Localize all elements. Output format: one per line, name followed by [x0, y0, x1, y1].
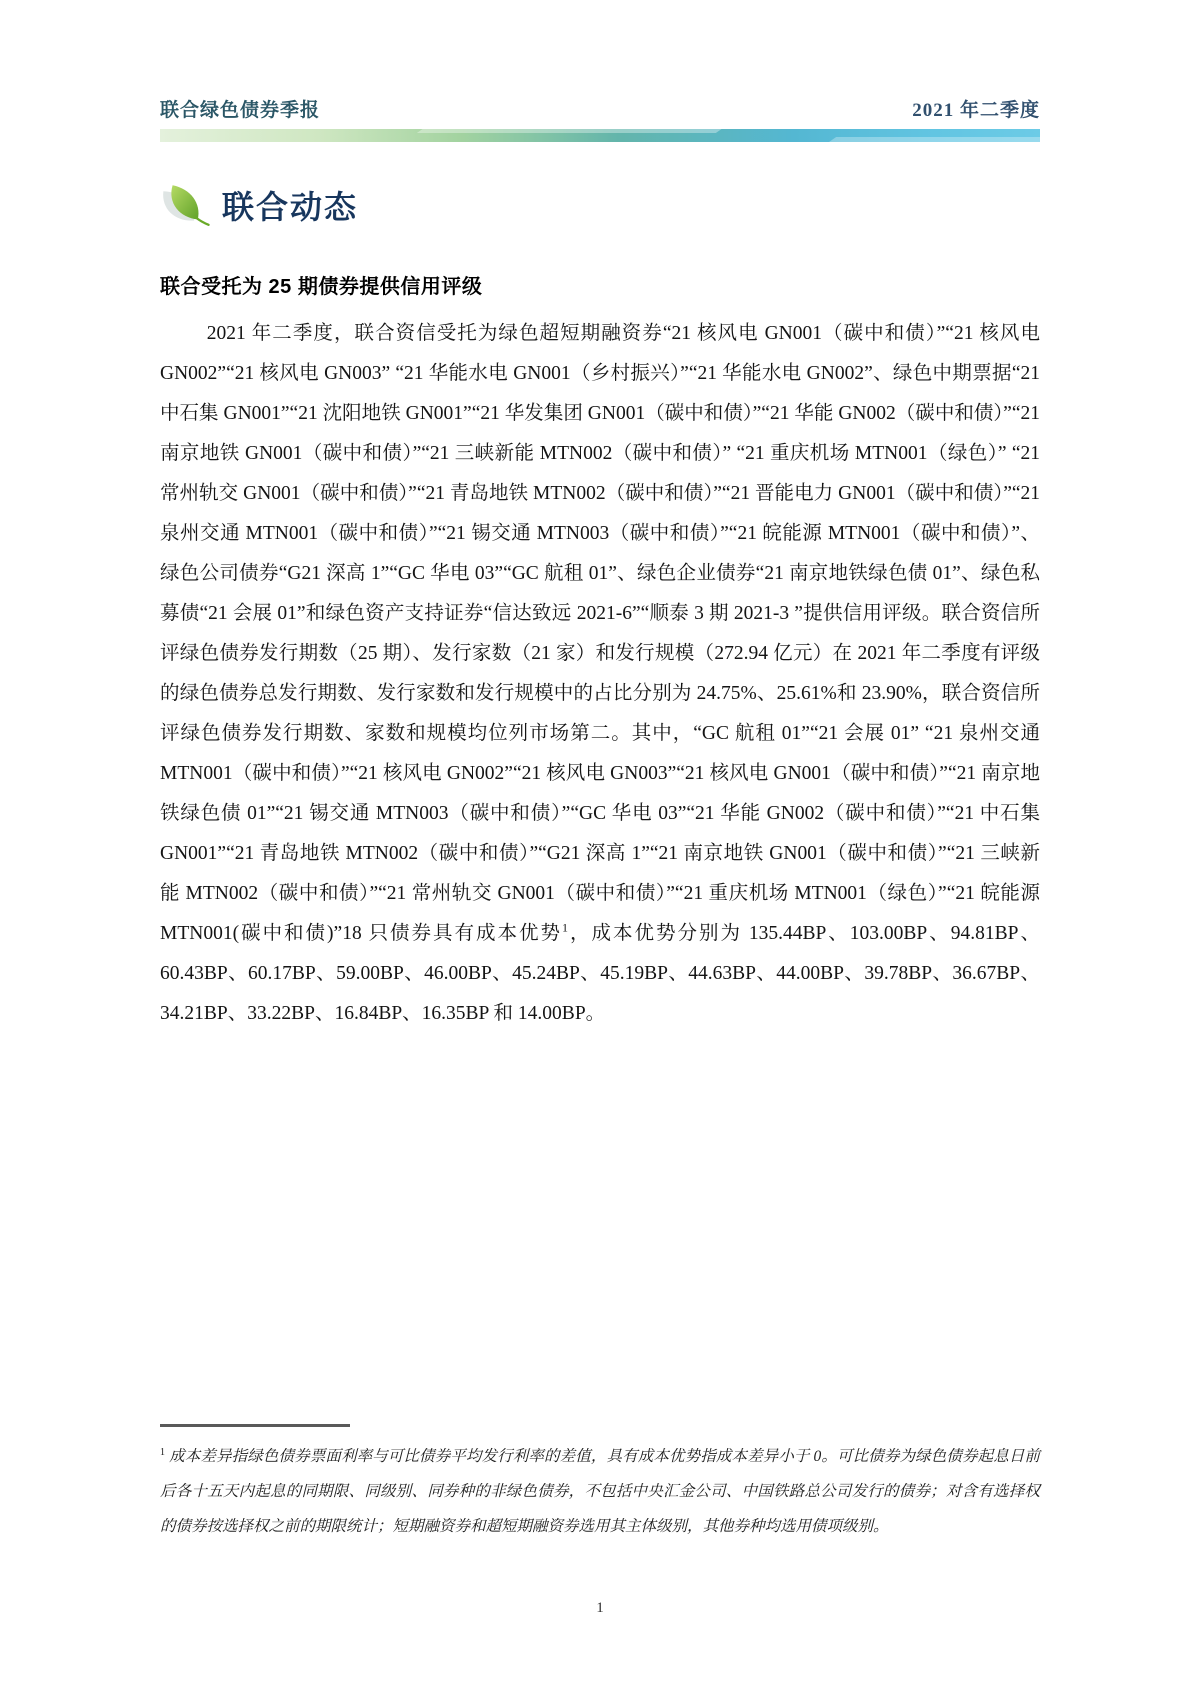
- header-gradient-divider: [160, 129, 1040, 142]
- leaf-icon: [160, 178, 214, 232]
- paragraph-text: ，成本优势分别为 135.44BP、103.00BP、94.81BP、60.43BP、60.17BP、59.00BP、46.00BP、45.24BP、45.19BP、44.63BP、44.00BP、39.78BP、36.67BP、34.21BP、33.22BP、16.84BP、16.35BP 和 14.00BP。: [160, 923, 1040, 1024]
- footnote-block: [160, 1424, 1040, 1544]
- paragraph-text: 2021 年二季度，联合资信受托为绿色超短期融资券“21 核风电 GN001（碳中和债）”“21 核风电 GN002”“21 核风电 GN003” “21 华能水电 GN001（乡村振兴）”“21 华能水电 GN002”、绿色中期票据“21 中石集 GN001”“21 沈阳地铁 GN001”“21 华发集团 GN001（碳中和债）”“21 华能 GN002（碳中和债）”“21 南京地铁 GN001（碳中和债）”“21 三峡新能 MTN002（碳中和债）” “21 重庆机场 MTN001（绿色）” “21 常州轨交 GN001（碳中和债）”“21 青岛地铁 MTN002（碳中和债）”“21 晋能电力 GN001（碳中和债）”“21 泉州交通 MTN001（碳中和债）”“21 锡交通 MTN003（碳中和债）”“21 皖能源 MTN001（碳中和债）”、绿色公司债券“G21 深高 1”“GC 华电 03”“GC 航租 01”、绿色企业债券“21 南京地铁绿色债 01”、绿色私募债“21 会展 01”和绿色资产支持证券“信达致远 2021-6”“顺泰 3 期 2021-3 ”提供信用评级。联合资信所评绿色债券发行期数（25 期）、发行家数（21 家）和发行规模（272.94 亿元）在 2021 年二季度有评级的绿色债券总发行期数、发行家数和发行规模中的占比分别为 24.75%、25.61%和 23.90%，联合资信所评绿色债券发行期数、家数和规模均位列市场第二。其中，“GC 航租 01”“21 会展 01” “21 泉州交通 MTN001（碳中和债）”“21 核风电 GN002”“21 核风电 GN003”“21 核风电 GN001（碳中和债）”“21 南京地铁绿色债 01”“21 锡交通 MTN003（碳中和债）”“GC 华电 03”“21 华能 GN002（碳中和债）”“21 中石集 GN001”“21 青岛地铁 MTN002（碳中和债）”“G21 深高 1”“21 南京地铁 GN001（碳中和债）”“21 三峡新能 MTN002（碳中和债）”“21 常州轨交 GN001（碳中和债）”“21 重庆机场 MTN001（绿色）”“21 皖能源 MTN001(碳中和债)”18 只债券具有成本优势: [160, 323, 1040, 944]
- footnote-reference: 1: [562, 920, 569, 935]
- article-heading: 联合受托为 25 期债券提供信用评级: [160, 276, 483, 298]
- divider-swoosh: [417, 129, 730, 133]
- header-quarter-label: 2021 年二季度: [912, 100, 1040, 121]
- footnote-text: [160, 1439, 1040, 1544]
- header-report-title: 联合绿色债券季报: [160, 100, 321, 121]
- divider-swoosh: [822, 137, 1040, 142]
- section-title: 联合动态: [222, 189, 359, 225]
- page-header: [160, 0, 1040, 122]
- section-header: [160, 178, 1040, 232]
- footnote-marker: 1: [160, 1446, 165, 1458]
- footnote-body: 成本差异指绿色债券票面利率与可比债券平均发行利率的差值，具有成本优势指成本差异小于 0。可比债券为绿色债券起息日前后各十五天内起息的同期限、同级别、同券种的非绿色债券，不包括中央汇金公司、中国铁路总公司发行的债券；对含有选择权的债券按选择权之前的期限统计；短期融资券和超短期融资券选用其主体级别，其他券种均选用债项级别。: [160, 1448, 1040, 1535]
- article-paragraph: [160, 314, 1040, 1034]
- page-number: 1: [596, 1600, 604, 1616]
- footnote-separator: [160, 1424, 350, 1427]
